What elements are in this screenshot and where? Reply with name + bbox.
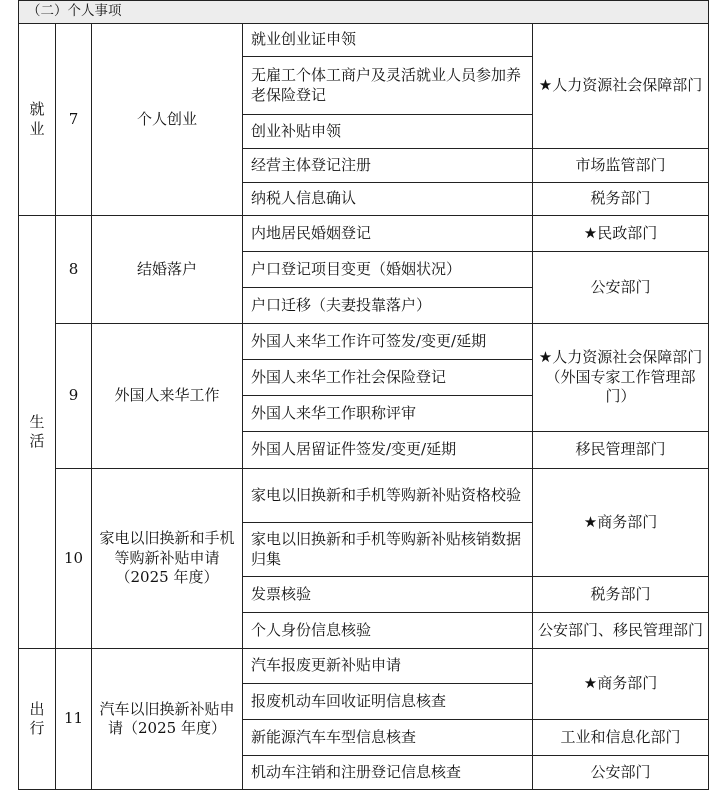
group-label-travel: 出 行: [19, 649, 56, 790]
item-cell: 外国人居留证件签发/变更/延期: [243, 432, 533, 469]
item-cell: 个人身份信息核验: [243, 613, 533, 649]
department-cell: 公安部门: [533, 252, 709, 324]
item-cell: 报废机动车回收证明信息核查: [243, 684, 533, 720]
matters-table: [18, 0, 709, 790]
group-label-employment: 就 业: [19, 24, 56, 216]
department-cell: 工业和信息化部门: [533, 720, 709, 756]
category-number: 10: [56, 469, 92, 649]
item-cell: 经营主体登记注册: [243, 149, 533, 183]
department-cell: 公安部门: [533, 756, 709, 790]
category-number: 8: [56, 216, 92, 324]
department-cell: ★人力资源社会保障部门（外国专家工作管理部门）: [533, 324, 709, 432]
star-icon: ★: [583, 512, 598, 531]
department-cell: ★商务部门: [533, 469, 709, 577]
section-header-row: [19, 1, 709, 24]
item-cell: 创业补贴申领: [243, 115, 533, 149]
department-cell: 市场监管部门: [533, 149, 709, 183]
department-cell: 移民管理部门: [533, 432, 709, 469]
document-page: [18, 0, 708, 786]
table-row: [19, 324, 709, 360]
table-row: [19, 24, 709, 57]
category-number: 9: [56, 324, 92, 469]
department-cell: 税务部门: [533, 183, 709, 216]
item-cell: 外国人来华工作许可签发/变更/延期: [243, 324, 533, 360]
category-name: 汽车以旧换新补贴申请（2025 年度）: [92, 649, 243, 790]
item-cell: 无雇工个体工商户及灵活就业人员参加养老保险登记: [243, 57, 533, 115]
star-icon: ★: [583, 223, 598, 242]
category-number: 7: [56, 24, 92, 216]
category-name: 结婚落户: [92, 216, 243, 324]
item-cell: 外国人来华工作职称评审: [243, 396, 533, 432]
item-cell: 发票核验: [243, 577, 533, 613]
item-cell: 外国人来华工作社会保险登记: [243, 360, 533, 396]
item-cell: 家电以旧换新和手机等购新补贴资格校验: [243, 469, 533, 523]
item-cell: 内地居民婚姻登记: [243, 216, 533, 252]
item-cell: 户口登记项目变更（婚姻状况）: [243, 252, 533, 288]
category-name: 家电以旧换新和手机等购新补贴申请（2025 年度）: [92, 469, 243, 649]
item-cell: 机动车注销和注册登记信息核查: [243, 756, 533, 790]
item-cell: 新能源汽车车型信息核查: [243, 720, 533, 756]
item-cell: 就业创业证申领: [243, 24, 533, 57]
table-row: [19, 649, 709, 684]
item-cell: 纳税人信息确认: [243, 183, 533, 216]
group-label-life: 生 活: [19, 216, 56, 649]
category-number: 11: [56, 649, 92, 790]
department-cell: 公安部门、移民管理部门: [533, 613, 709, 649]
category-name: 个人创业: [92, 24, 243, 216]
star-icon: ★: [538, 76, 553, 95]
section-title: （二）个人事项: [19, 1, 709, 24]
table-row: [19, 469, 709, 523]
table-row: [19, 216, 709, 252]
category-name: 外国人来华工作: [92, 324, 243, 469]
department-cell: ★人力资源社会保障部门: [533, 24, 709, 149]
item-cell: 户口迁移（夫妻投靠落户）: [243, 288, 533, 324]
department-cell: ★民政部门: [533, 216, 709, 252]
department-cell: ★商务部门: [533, 649, 709, 720]
department-cell: 税务部门: [533, 577, 709, 613]
item-cell: 家电以旧换新和手机等购新补贴核销数据归集: [243, 523, 533, 577]
star-icon: ★: [538, 348, 553, 367]
star-icon: ★: [583, 674, 598, 693]
item-cell: 汽车报废更新补贴申请: [243, 649, 533, 684]
